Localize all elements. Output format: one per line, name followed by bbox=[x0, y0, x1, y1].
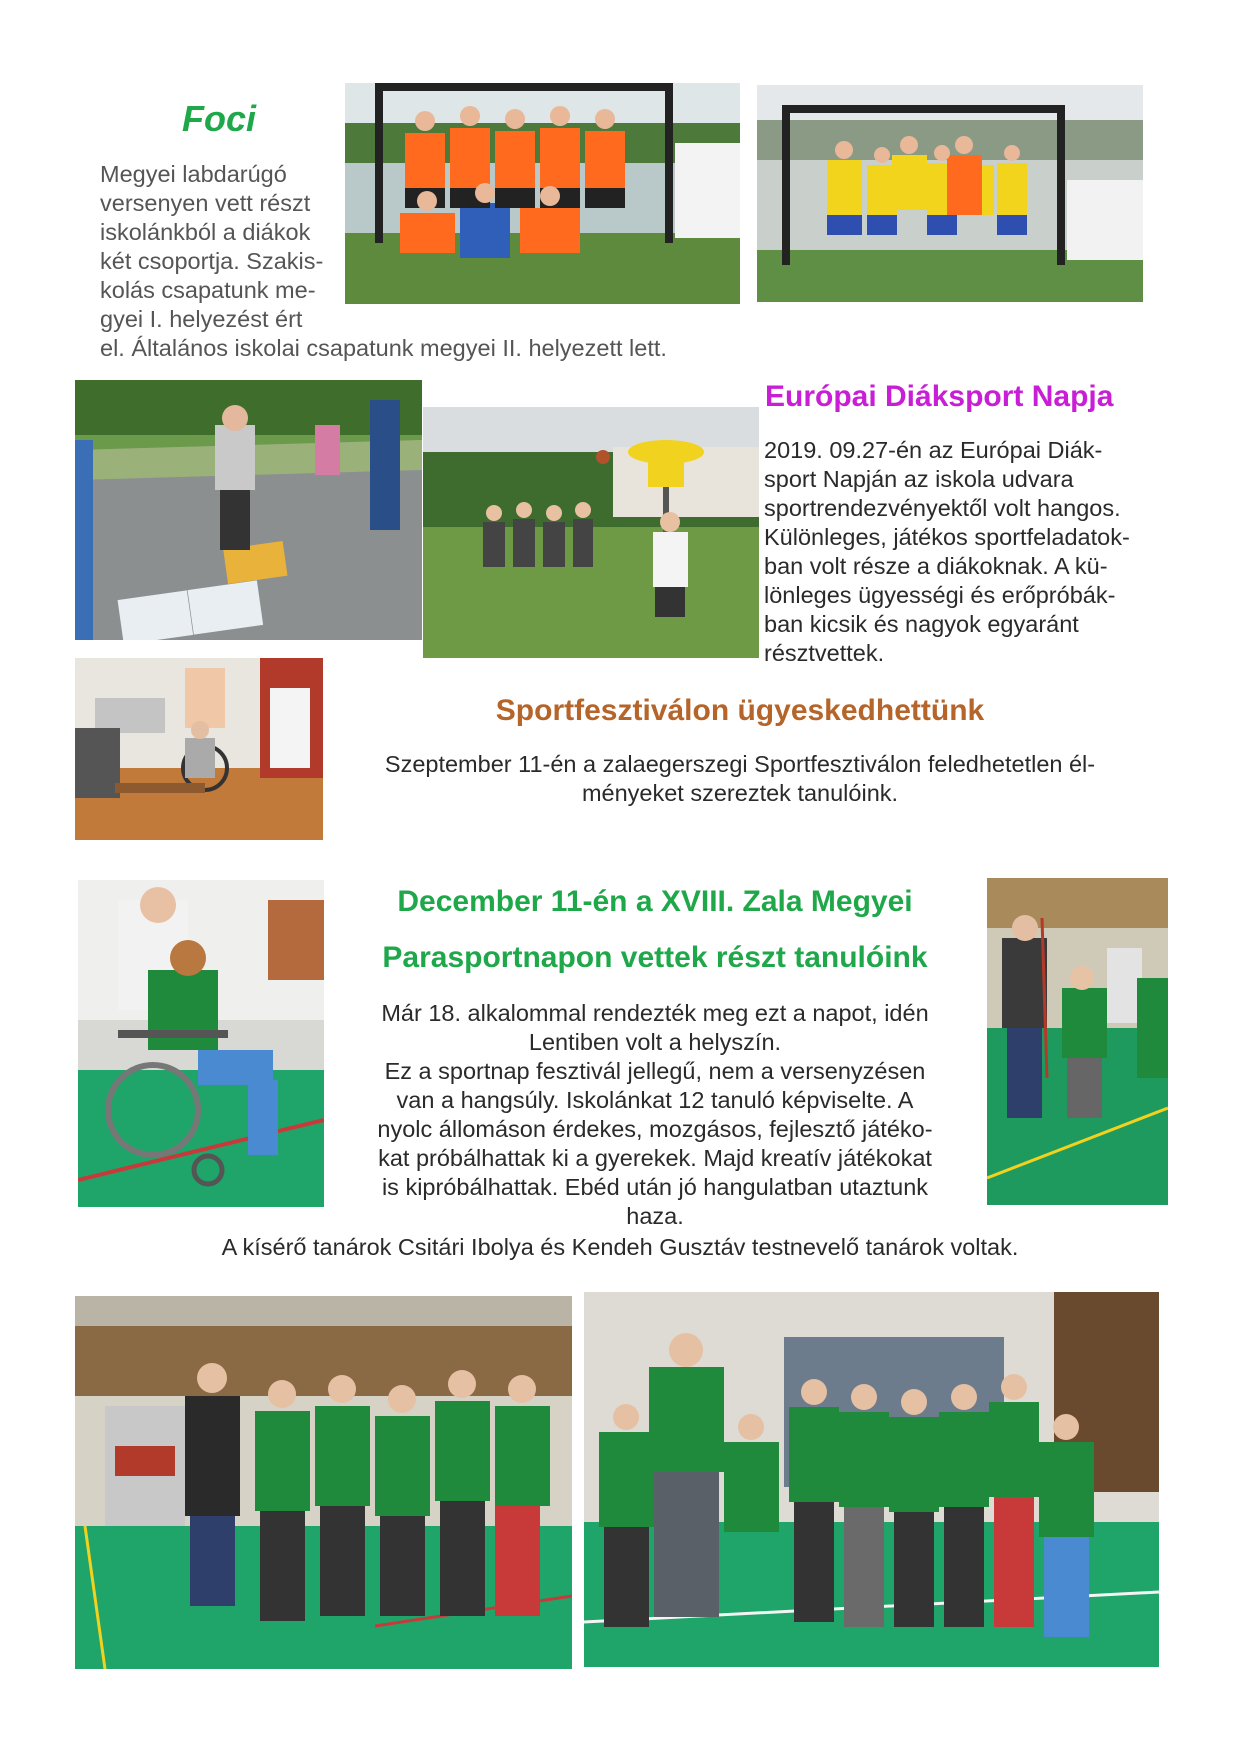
parasport-line: Lentiben volt a helyszín. bbox=[528, 1029, 782, 1055]
sportfesztival-title: Sportfesztiválon ügyeskedhettünk bbox=[495, 694, 985, 727]
photo-sportfestival-hall bbox=[75, 658, 323, 840]
parasport-line: van a hangsúly. Iskolánkat 12 tanuló képviselte. A bbox=[396, 1087, 914, 1113]
foci-line: el. Általános iskolai csapatunk megyei II. helyezett lett. bbox=[100, 335, 667, 361]
photo-orange-football-team bbox=[345, 83, 740, 304]
photo-yellow-football-team bbox=[757, 85, 1143, 302]
foci-title: Foci bbox=[182, 98, 257, 139]
parasport-title-line1: December 11-én a XVIII. Zala Megyei bbox=[397, 885, 913, 918]
diaksport-line: résztvettek. bbox=[764, 640, 885, 666]
sportfesztival-line: Szeptember 11-én a zalaegerszegi Sportfesztiválon feledhetetlen él- bbox=[384, 751, 1096, 777]
foci-line: két csoportja. Szakis- bbox=[100, 248, 324, 274]
foci-line: Megyei labdarúgó bbox=[100, 161, 287, 187]
foci-line: iskolánkból a diákok bbox=[100, 219, 311, 245]
parasport-text bbox=[325, 999, 985, 1231]
sportfesztival-text bbox=[330, 750, 1150, 808]
parasport-line: kat próbálhattak ki a gyerekek. Majd kreatív játékokat bbox=[378, 1145, 932, 1171]
foci-line: kolás csapatunk me- bbox=[100, 277, 316, 303]
photo-wheelchair-boy bbox=[78, 880, 324, 1207]
diaksport-line: 2019. 09.27-én az Európai Diák- bbox=[764, 437, 1103, 463]
parasport-footer: A kísérő tanárok Csitári Ibolya és Kendeh Gusztáv testnevelő tanárok voltak. bbox=[221, 1234, 1019, 1260]
foci-line: gyei I. helyezést ért bbox=[100, 306, 303, 332]
sportfesztival-line: ményeket szereztek tanulóink. bbox=[581, 780, 899, 806]
parasport-line: Ez a sportnap fesztivál jellegű, nem a versenyzésen bbox=[384, 1058, 926, 1084]
photo-hopscotch bbox=[75, 380, 422, 640]
diaksport-line: sport Napján az iskola udvara bbox=[764, 466, 1074, 492]
photo-medal-group-gym bbox=[75, 1296, 572, 1669]
parasport-title-line2: Parasportnapon vettek részt tanulóink bbox=[382, 941, 928, 974]
diaksport-line: lönleges ügyességi és erőpróbák- bbox=[764, 582, 1116, 608]
diaksport-text bbox=[764, 436, 1204, 668]
diaksport-title: Európai Diáksport Napja bbox=[765, 380, 1114, 413]
parasport-line: is kipróbálhattak. Ebéd után jó hangulatban utaztunk bbox=[381, 1174, 929, 1200]
diaksport-line: ban kicsik és nagyok egyaránt bbox=[764, 611, 1079, 637]
parasport-line: nyolc állomáson érdekes, mozgásos, fejlesztő játéko- bbox=[377, 1116, 933, 1142]
photo-medal-group-students bbox=[584, 1292, 1159, 1667]
photo-archery-station bbox=[987, 878, 1168, 1205]
parasport-line: Már 18. alkalommal rendezték meg ezt a napot, idén bbox=[381, 1000, 929, 1026]
diaksport-line: Különleges, játékos sportfeladatok- bbox=[764, 524, 1130, 550]
diaksport-line: sportrendezvényektől volt hangos. bbox=[764, 495, 1121, 521]
diaksport-line: ban volt része a diákoknak. A kü- bbox=[764, 553, 1108, 579]
photo-schoolyard-ball-game bbox=[423, 407, 759, 658]
parasport-line: haza. bbox=[626, 1203, 684, 1229]
foci-line: versenyen vett részt bbox=[100, 190, 311, 216]
